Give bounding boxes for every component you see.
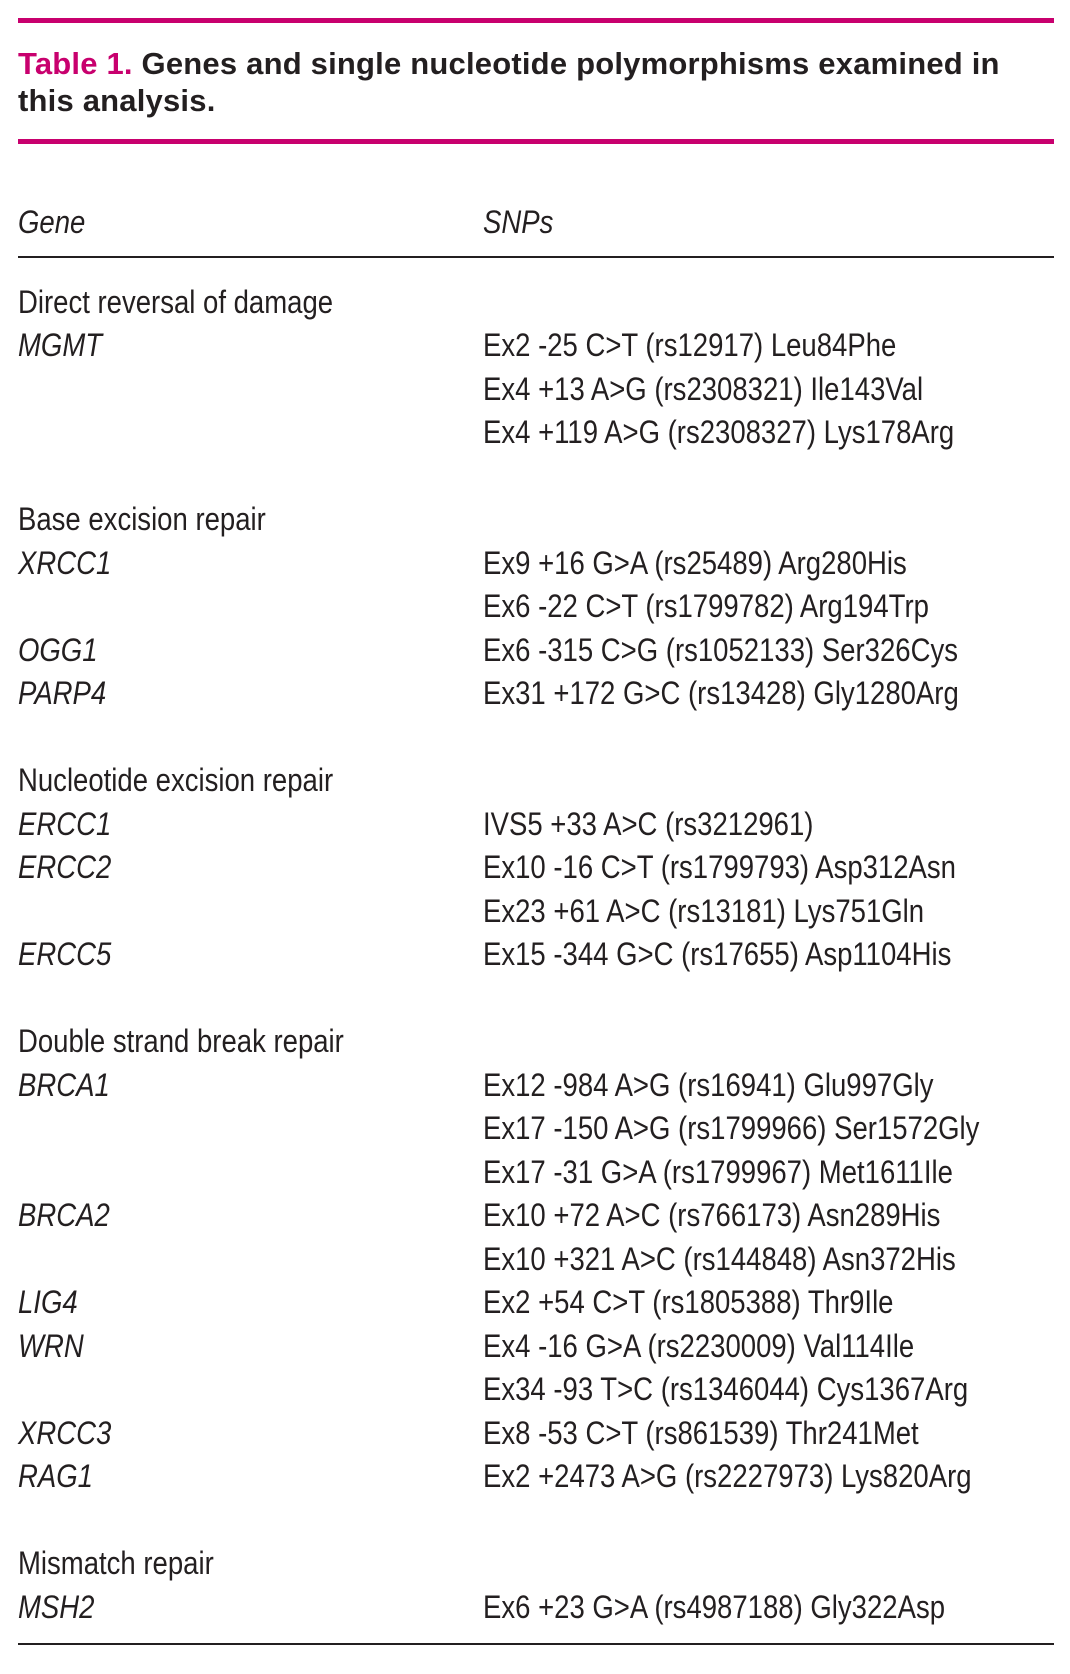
gene-cell: LIG4 [18,1284,78,1320]
snp-cell: Ex4 +119 A>G (rs2308327) Lys178Arg [483,414,955,450]
gene-cell [18,1368,483,1412]
snp-cell: Ex9 +16 G>A (rs25489) Arg280His [483,544,907,581]
gene-cell: RAG1 [18,1458,93,1494]
gene-cell: ERCC2 [18,849,112,885]
section-spacer [18,716,1054,760]
table-row [18,933,1054,977]
snp-cell: Ex15 -344 G>C (rs17655) Asp1104His [483,936,952,972]
gene-cell: PARP4 [18,675,107,711]
table-row [18,542,1054,586]
caption-text: Genes and single nucleotide polymorphisms examined in this analysis. [18,46,1000,118]
snp-cell: Ex8 -53 C>T (rs861539) Thr241Met [483,1414,919,1451]
snp-cell: Ex2 -25 C>T (rs12917) Leu84Phe [483,327,897,363]
snp-cell: Ex31 +172 G>C (rs13428) Gly1280Arg [483,675,959,711]
table-row [18,1194,1054,1238]
table-row [18,846,1054,890]
table-figure [18,18,1054,1645]
snp-cell: Ex4 -16 G>A (rs2230009) Val114Ile [483,1327,915,1364]
table-row [18,629,1054,673]
gene-cell: WRN [18,1327,84,1364]
gene-cell [18,1107,483,1151]
table-row [18,324,1054,368]
top-accent-rule [18,18,1054,23]
snp-cell: Ex6 -22 C>T (rs1799782) Arg194Trp [483,588,929,624]
gene-cell [18,585,483,629]
table-row [18,411,1054,455]
snp-cell: Ex2 +2473 A>G (rs2227973) Lys820Arg [483,1458,972,1494]
gene-cell: MGMT [18,327,103,363]
snp-cell: Ex10 +321 A>C (rs144848) Asn372His [483,1240,956,1277]
section-spacer [18,977,1054,1021]
gene-cell: BRCA1 [18,1066,110,1103]
table-body [18,281,1054,1630]
table-row [18,1238,1054,1282]
section-title: Base excision repair [18,501,266,537]
table-row [18,890,1054,934]
gene-cell: MSH2 [18,1588,95,1625]
snp-cell: Ex10 +72 A>C (rs766173) Asn289His [483,1197,941,1233]
snp-cell: Ex4 +13 A>G (rs2308321) Ile143Val [483,370,924,407]
gene-cell: BRCA2 [18,1197,110,1233]
gene-cell [18,1238,483,1282]
snp-cell: Ex12 -984 A>G (rs16941) Glu997Gly [483,1066,934,1103]
table-row [18,585,1054,629]
gene-cell: ERCC1 [18,805,112,842]
snp-cell: Ex23 +61 A>C (rs13181) Lys751Gln [483,892,925,929]
table-row [18,1064,1054,1108]
table-row [18,1586,1054,1630]
table-row [18,368,1054,412]
gene-cell [18,1151,483,1195]
header-snps: SNPs [483,203,554,240]
gene-cell [18,890,483,934]
gene-cell: XRCC1 [18,544,112,581]
caption-accent-rule [18,139,1054,144]
table-row [18,1281,1054,1325]
snp-cell: IVS5 +33 A>C (rs3212961) [483,805,814,842]
gene-cell [18,368,483,412]
snp-cell: Ex2 +54 C>T (rs1805388) Thr9Ile [483,1284,894,1320]
snp-table [18,196,1054,1645]
section-spacer [18,455,1054,499]
table-row [18,803,1054,847]
section-title: Nucleotide excision repair [18,762,334,798]
table-row [18,1455,1054,1499]
section-spacer [18,1499,1054,1543]
snp-cell: Ex17 -150 A>G (rs1799966) Ser1572Gly [483,1110,980,1146]
table-row [18,672,1054,716]
section-title: Mismatch repair [18,1545,214,1581]
gene-cell: ERCC5 [18,936,112,972]
table-row [18,1325,1054,1369]
gene-cell: OGG1 [18,631,98,668]
gene-cell: XRCC3 [18,1414,112,1451]
table-header-row [18,196,1054,248]
table-row [18,1107,1054,1151]
snp-cell: Ex34 -93 T>C (rs1346044) Cys1367Arg [483,1371,969,1407]
section-title: Direct reversal of damage [18,283,334,320]
gene-cell [18,411,483,455]
snp-cell: Ex10 -16 C>T (rs1799793) Asp312Asn [483,849,956,885]
snp-cell: Ex6 -315 C>G (rs1052133) Ser326Cys [483,631,958,668]
table-row [18,1412,1054,1456]
table-row [18,1368,1054,1412]
section-title: Double strand break repair [18,1023,344,1059]
header-gene: Gene [18,203,86,240]
caption-label: Table 1. [18,46,133,81]
table-bottom-rule [18,1643,1054,1645]
table-row [18,1151,1054,1195]
table-caption [18,45,1054,119]
snp-cell: Ex17 -31 G>A (rs1799967) Met1611Ile [483,1153,953,1190]
header-rule [18,256,1054,258]
snp-cell: Ex6 +23 G>A (rs4987188) Gly322Asp [483,1588,946,1625]
